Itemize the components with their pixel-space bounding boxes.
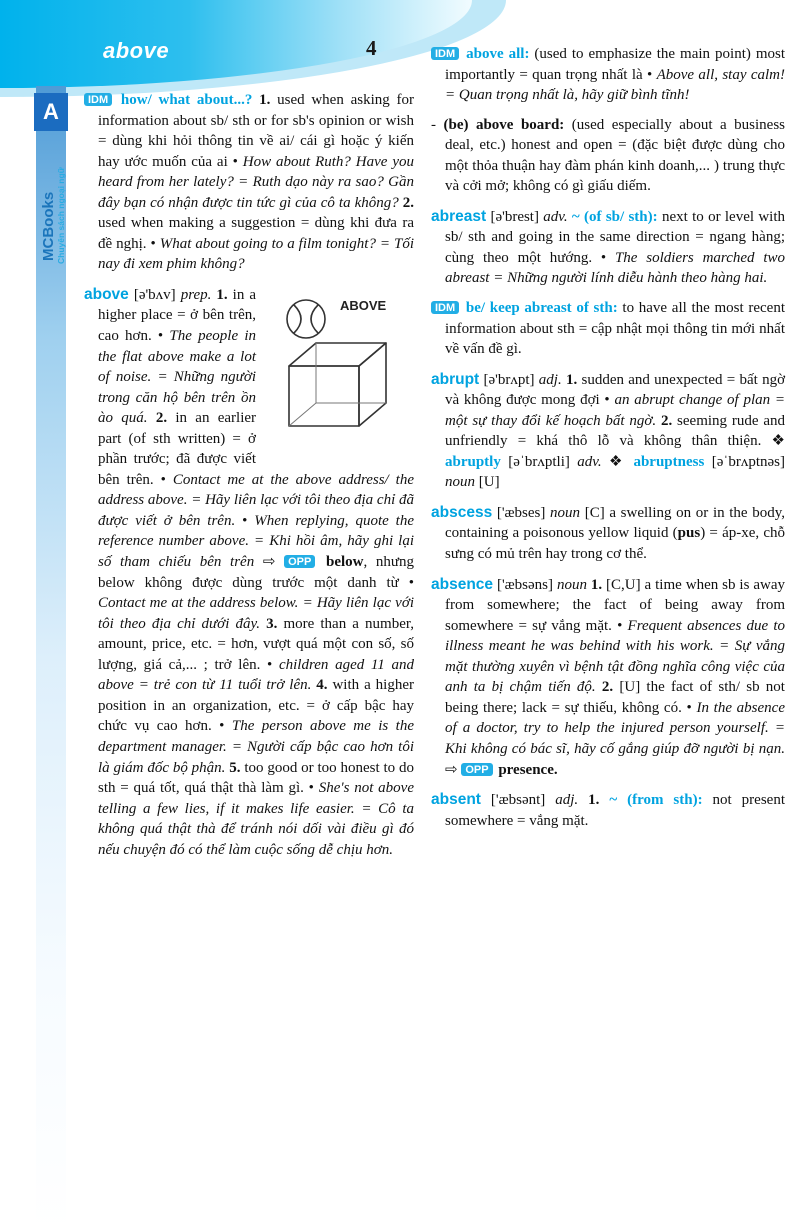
text-segment: 5. — [229, 759, 241, 776]
opp-badge: OPP — [461, 763, 492, 776]
text-segment: be/ keep abreast of sth: — [461, 300, 623, 317]
headword: absence — [431, 575, 494, 593]
text-segment: She's not above telling a few lies, if it makes life easier. = Cô ta không quá thật thà để tránh nói dối vài điều gì đó nếu chuyện đó có thể làm cuộc sống dễ chịu hơn. — [98, 780, 414, 858]
text-segment: The people in the flat above make a lot of noise. = Những người trong căn hộ bên trên ồn ào quá. — [98, 328, 256, 427]
opp-badge: OPP — [284, 555, 315, 568]
text-segment: 3. — [266, 615, 278, 632]
text-segment: [U] the fact of sth/ sb not being there; lack = sự thiếu, không có. • — [445, 679, 785, 716]
headword: abrupt — [431, 370, 480, 388]
text-segment: What about going to a film tonight? = Tối nay đi xem phim không? — [98, 235, 414, 273]
page-title: above — [103, 38, 170, 63]
text-segment: pus — [677, 525, 701, 542]
idm-badge: IDM — [84, 93, 112, 106]
text-segment: in an earlier part (of sth written) = ở phần trước; đã được viết bên trên. • — [98, 410, 257, 488]
headword: absent — [431, 791, 481, 809]
text-segment: Contact me at the above address/ the address above. = Hãy liên lạc với tôi theo địa chỉ đã được viết ở bên trên. — [98, 471, 415, 529]
text-segment: adj. — [555, 792, 589, 809]
text-segment: ~ (of sb/ sth): — [571, 208, 662, 225]
entry-absence — [431, 574, 785, 780]
text-segment: The soldiers marched two abreast = Những người lính diễu hành theo hàng hai. — [445, 249, 785, 287]
text-segment: When replying, quote the reference number above. = Khi hồi âm, hãy ghi lại số tham chiếu bên trên — [98, 512, 415, 571]
text-segment: 1. — [590, 576, 603, 593]
text-segment: ⇨ — [445, 761, 462, 778]
text-segment: (be) above board: — [443, 116, 572, 133]
text-segment: with a higher position in an organization, etc. = ở cấp bậc hay chức vụ cao hơn. • — [98, 677, 414, 735]
text-segment: 1. — [259, 92, 271, 108]
text-segment: to have all the most recent information about sth = cập nhật mọi thông tin mới nhất về vấn đề gì. — [445, 300, 785, 358]
entry-abreast — [431, 206, 785, 289]
text-segment: not present somewhere = vắng mặt. — [445, 792, 785, 829]
headword: abscess — [431, 503, 493, 521]
text-segment: sudden and unexpected = bất ngờ và không được mong đợi • — [445, 371, 786, 409]
text-segment: Contact me at the address below. = Hãy liên lạc với tôi theo địa chỉ dưới đây. — [98, 595, 414, 632]
entry-above — [84, 284, 414, 860]
text-segment: Frequent absences due to illness meant he was behind with his work. = Sự vắng mặt thường xuyên vì bệnh tật đồng nghĩa công việc của anh ta bị chậm tiến độ. — [445, 617, 785, 696]
text-segment: noun — [550, 504, 585, 521]
text-segment: 4. — [316, 677, 328, 694]
text-segment: ❖ — [608, 453, 634, 470]
text-segment: adj. — [538, 371, 566, 388]
text-segment: [əˈbrʌptnəs] — [704, 453, 786, 470]
text-segment: next to or level with sb/ sth and going in the same direction = ngang hàng; cùng theo một hướng. • — [445, 208, 785, 266]
text-segment: [ə'brʌpt] — [479, 371, 539, 388]
idiom-above-board — [431, 115, 785, 197]
ball-icon — [287, 300, 325, 338]
figure-label: ABOVE — [340, 297, 387, 313]
text-segment: ['æbses] — [492, 504, 551, 521]
text-segment: Above all, stay calm! = Quan trọng nhất là, hãy giữ bình tĩnh! — [445, 66, 785, 104]
text-segment: , nhưng below không được dùng trước một danh từ • — [98, 554, 415, 591]
text-segment: presence. — [494, 761, 558, 778]
above-illustration — [264, 286, 414, 454]
text-segment: adv. — [543, 208, 572, 225]
text-segment: too good or too honest to do sth = quá tốt, quá thật thà làm gì. • — [98, 759, 414, 797]
text-segment: more than a number, amount, price, etc. = hơn, vượt quá một con số, số lượng, giá cả,... ; trở lên. • — [98, 615, 414, 673]
brand-tagline: Chuyên sách ngoại ngữ — [56, 167, 66, 264]
idiom-how-what-about — [84, 90, 414, 275]
brand-logo-text: MCBooks — [40, 191, 57, 261]
text-segment: below — [317, 554, 364, 571]
text-segment: abruptness — [633, 453, 705, 470]
text-segment: [ə'brest] — [486, 208, 544, 225]
text-segment: - — [431, 116, 444, 133]
idiom-above-all — [431, 44, 785, 106]
text-segment: prep. — [180, 286, 217, 303]
text-segment: How about Ruth? Have you heard from her lately? = Ruth dạo này ra sao? Gần đây bạn có nhận được tin tức gì của cô ta không? — [98, 153, 415, 211]
text-segment: 1. — [216, 286, 228, 303]
text-segment: (used especially about a business deal, etc.) honest and open = (đặc biệt được dùng cho một thỏa thuận hay đàm phán kinh doanh,... ) trung thực và cởi mở; không có gì giấu diếm. — [445, 116, 786, 195]
text-segment: used when making a suggestion = dùng khi đưa ra đề nghị. • — [98, 215, 414, 252]
text-segment: ⇨ — [262, 554, 285, 571]
entry-absent — [431, 789, 785, 831]
page-number: 4 — [366, 36, 377, 60]
text-segment: ) = áp-xe, chỗ sưng có mủ trên hay trong cơ thể. — [445, 525, 785, 563]
cube-icon — [289, 343, 386, 426]
text-segment: ~ (from sth): — [599, 792, 703, 809]
text-segment: • — [242, 512, 255, 529]
headword: abreast — [431, 207, 487, 225]
sidebar — [36, 86, 66, 1230]
text-segment: noun — [556, 576, 591, 593]
left-column — [84, 90, 414, 869]
text-segment: [ə'bʌv] — [128, 286, 181, 303]
text-segment: The person above me is the department manager. = Người cấp bậc cao hơn tôi là giám đốc bộ phận. — [98, 718, 414, 776]
text-segment: 2. — [155, 410, 168, 427]
text-segment: 1. — [565, 371, 578, 388]
text-segment: 2. — [660, 412, 673, 429]
text-segment: how/ what about...? — [114, 92, 260, 108]
text-segment: seeming rude and unfriendly = khá thô lỗ và không thân thiện. ❖ — [445, 412, 785, 450]
text-segment: 2. — [601, 679, 614, 696]
idiom-keep-abreast — [431, 298, 785, 360]
text-segment: ['æbsənt] — [480, 792, 556, 809]
above-figure-svg — [264, 286, 414, 454]
text-segment: ['æbsəns] — [493, 576, 557, 593]
text-segment: an abrupt change of plan = một sự thay đổi kế hoạch bất ngờ. — [445, 392, 785, 429]
idm-badge: IDM — [431, 301, 459, 314]
text-segment: 1. — [588, 792, 600, 809]
header-ribbon — [0, 0, 472, 88]
text-segment: noun — [445, 474, 479, 491]
text-segment: abruptly — [445, 453, 501, 470]
text-segment: (used to emphasize the main point) most importantly = quan trọng nhất là • — [445, 46, 785, 83]
text-segment: children aged 11 and above = trẻ con từ 11 tuổi trở lên. — [98, 656, 414, 694]
letter-index-badge: A — [34, 93, 68, 131]
entry-abscess — [431, 502, 785, 565]
idm-badge: IDM — [431, 47, 459, 60]
headword: above — [84, 285, 129, 303]
entry-abrupt — [431, 369, 785, 493]
text-segment: In the absence of a doctor, try to help the injured person yourself. = Khi không có bác sĩ, hãy cố gắng giúp đỡ người bị nạn. — [445, 699, 785, 757]
text-segment: [C,U] a time when sb is away from somewhere; the fact of being away from somewhere = sự vắng mặt. • — [445, 576, 785, 634]
text-segment: in a higher place = ở bên trên, cao hơn. • — [98, 286, 256, 345]
text-segment: [əˈbrʌptli] — [500, 453, 578, 470]
right-column — [431, 44, 785, 840]
text-segment: above all: — [461, 46, 535, 62]
text-segment: adv. — [577, 453, 609, 470]
text-segment: used when asking for information about sb/ sth or for sb's opinion or wish = dùng khi hỏi thông tin về ai/ cái gì hoặc ý kiến hay ước muốn của ai • — [98, 92, 414, 170]
text-segment: [U] — [478, 474, 500, 491]
text-segment: [C] a swelling on or in the body, containing a poisonous yellow liquid ( — [445, 504, 786, 542]
text-segment: 2. — [402, 194, 414, 211]
